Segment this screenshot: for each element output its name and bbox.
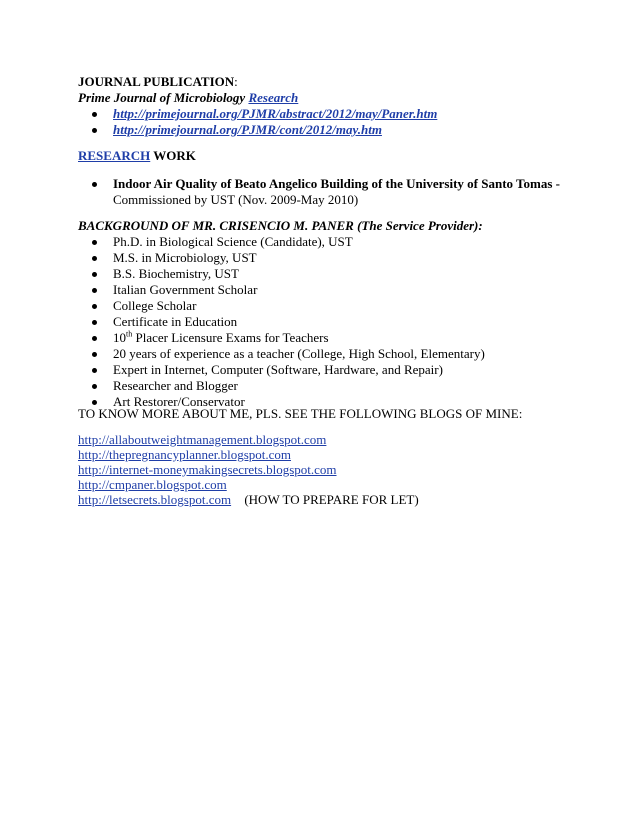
blog-links-list <box>78 432 419 507</box>
journal-name-line <box>78 90 298 106</box>
journal-name: Prime Journal of Microbiology <box>78 90 249 105</box>
bullet-icon <box>92 384 97 389</box>
placer-suffix: th <box>126 329 133 339</box>
journal-link-1[interactable]: http://primejournal.org/PJMR/abstract/2012/may/Paner.htm <box>113 106 438 121</box>
blog-link-note: (HOW TO PREPARE FOR LET) <box>244 492 419 507</box>
background-item: Italian Government Scholar <box>113 282 258 297</box>
blog-link[interactable]: http://letsecrets.blogspot.com <box>78 492 232 507</box>
bullet-icon <box>92 112 97 117</box>
research-heading-rest: WORK <box>150 148 196 163</box>
bullet-icon <box>92 400 97 405</box>
research-item-title: Indoor Air Quality of Beato Angelico Building of the University of Santo Tomas - <box>113 176 560 191</box>
background-item: Ph.D. in Biological Science (Candidate), UST <box>113 234 353 249</box>
bullet-icon <box>92 320 97 325</box>
background-heading: BACKGROUND OF MR. CRISENCIO M. PANER (The Service Provider): <box>78 218 483 233</box>
research-heading-link[interactable]: RESEARCH <box>78 148 151 163</box>
background-item: College Scholar <box>113 298 197 313</box>
journal-link-2[interactable]: http://primejournal.org/PJMR/cont/2012/may.htm <box>113 122 382 137</box>
background-item: B.S. Biochemistry, UST <box>113 266 239 281</box>
bullet-icon <box>92 256 97 261</box>
journal-research-link[interactable]: Research <box>248 90 299 105</box>
blog-link[interactable]: http://allaboutweightmanagement.blogspot.com <box>78 432 327 447</box>
bullet-icon <box>92 352 97 357</box>
research-item-detail: Commissioned by UST (Nov. 2009-May 2010) <box>113 192 359 207</box>
background-item: M.S. in Microbiology, UST <box>113 250 257 265</box>
bullet-icon <box>92 368 97 373</box>
background-item: Art Restorer/Conservator <box>113 394 245 409</box>
background-item-placer <box>113 330 329 346</box>
placer-text: Placer Licensure Exams for Teachers <box>135 330 329 345</box>
bullet-icon <box>92 304 97 309</box>
bullet-icon <box>92 128 97 133</box>
bullet-icon <box>92 336 97 341</box>
blog-link[interactable]: http://cmpaner.blogspot.com <box>78 477 227 492</box>
blogs-intro: TO KNOW MORE ABOUT ME, PLS. SEE THE FOLLOWING BLOGS OF MINE: <box>78 406 523 421</box>
journal-heading-colon: : <box>234 74 238 89</box>
background-item: Researcher and Blogger <box>113 378 238 393</box>
blog-link[interactable]: http://internet-moneymakingsecrets.blogspot.com <box>78 462 337 477</box>
background-item: Expert in Internet, Computer (Software, Hardware, and Repair) <box>113 362 443 377</box>
journal-heading-line <box>78 74 238 90</box>
blog-link[interactable]: http://thepregnancyplanner.blogspot.com <box>78 447 292 462</box>
bullet-icon <box>92 288 97 293</box>
bullet-icon <box>92 240 97 245</box>
bullet-icon <box>92 182 97 187</box>
research-heading-line <box>78 148 196 164</box>
placer-number: 10 <box>113 330 126 345</box>
journal-heading: JOURNAL PUBLICATION <box>78 74 235 89</box>
background-item: 20 years of experience as a teacher (College, High School, Elementary) <box>113 346 485 361</box>
bullet-icon <box>92 272 97 277</box>
background-item: Certificate in Education <box>113 314 238 329</box>
